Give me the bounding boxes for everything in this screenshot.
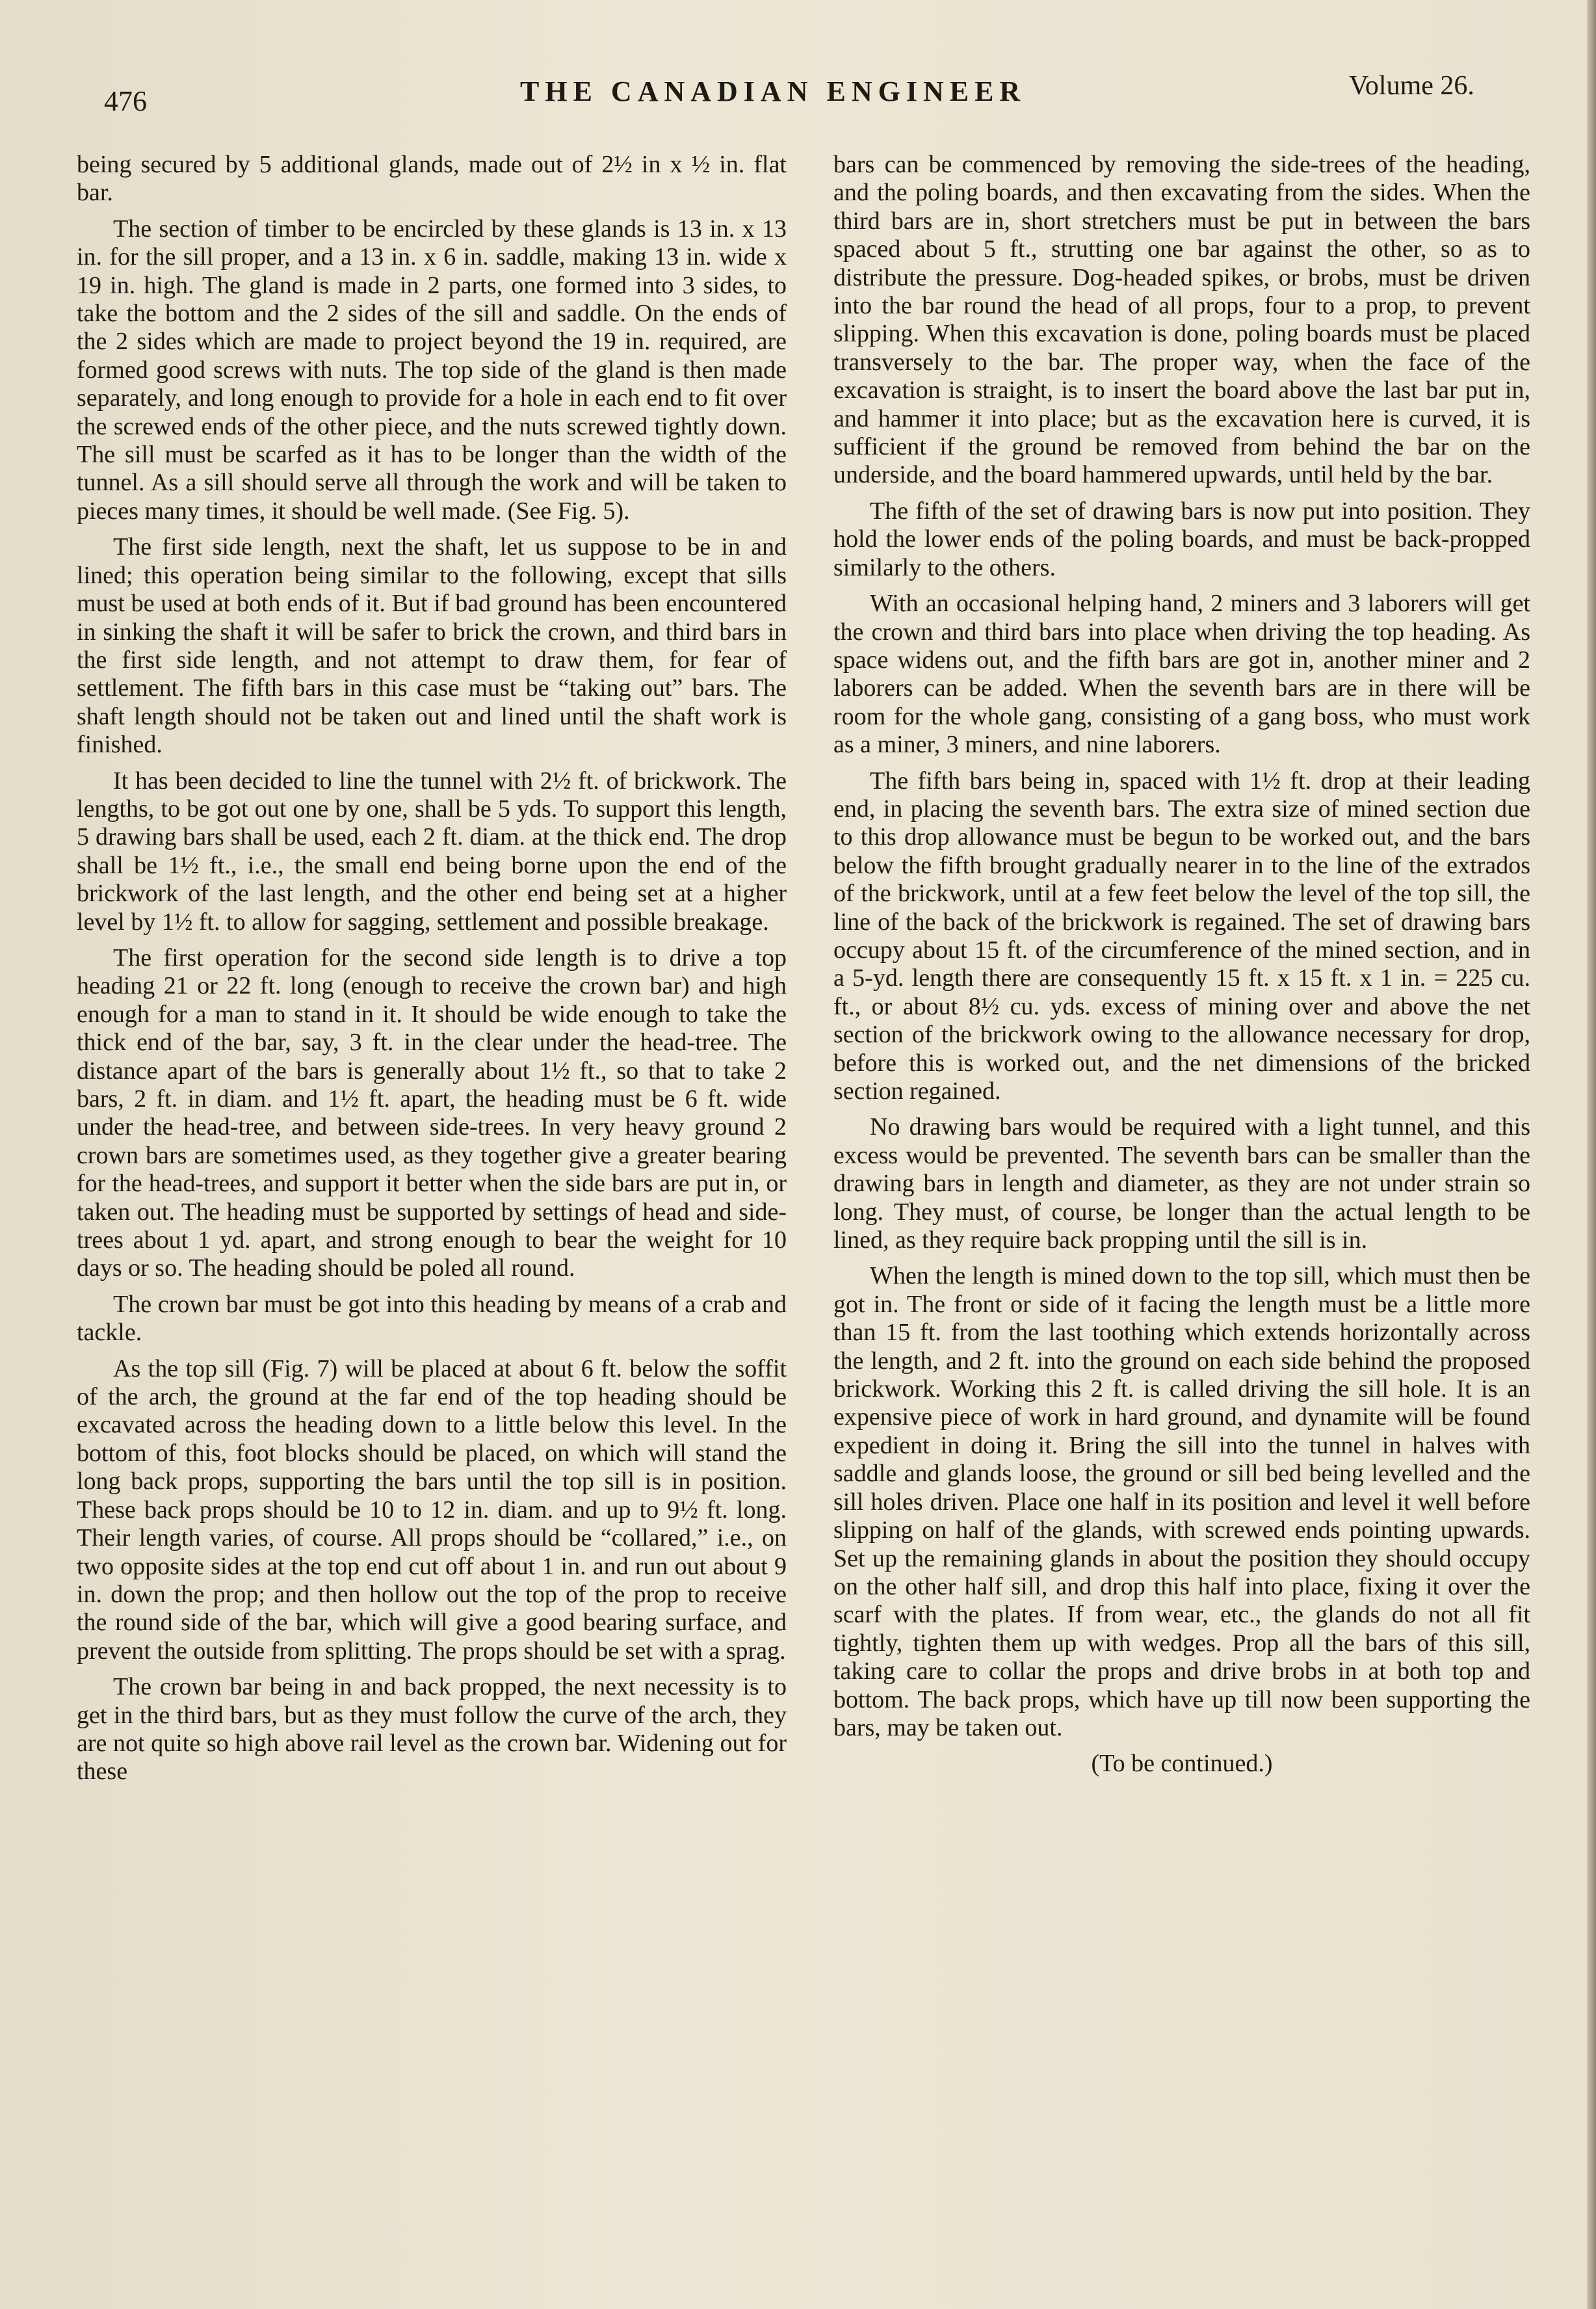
right-column: [833, 151, 1530, 1786]
page-edge-shadow: [1587, 0, 1596, 2309]
paragraph: The crown bar must be got into this heading by means of a crab and tackle.: [77, 1290, 787, 1347]
paragraph: With an occasional helping hand, 2 miners and 3 laborers will get the crown and third bars into place when driving the top heading. As space widens out, and the fifth bars are got in, another miner and 2 laborers can be added. When the seventh bars are in there will be room for the whole gang, consisting of a gang boss, who must work as a miner, 3 miners, and nine laborers.: [833, 590, 1530, 759]
paragraph: The first side length, next the shaft, let us suppose to be in and lined; this operation being similar to the following, except that sills must be used at both ends of it. But if bad ground has been encountered in sinking the shaft it will be safer to brick the crown, and third bars in the first side length, and not attempt to draw them, for fear of settlement. The fifth bars in this case must be “taking out” bars. The shaft length should not be taken out and lined until the shaft work is finished.: [77, 533, 787, 759]
continuation-note: (To be continued.): [1091, 1750, 1273, 1778]
paragraph: The fifth bars being in, spaced with 1½ ft. drop at their leading end, in placing the seventh bars. The extra size of mined section due to this drop allowance must be begun to be worked out, and the bars below the fifth brought gradually nearer in to the line of the extrados of the brickwork, until at a few feet below the level of the top sill, the line of the back of the brickwork is regained. The set of drawing bars occupy about 15 ft. of the circumference of the mined section, and in a 5-yd. length there are consequently 15 ft. x 15 ft. x 1 in. = 225 cu. ft., or about 8½ cu. yds. excess of mining over and above the net section of the brickwork owing to the allowance necessary for drop, before this is worked out, and the net dimensions of the bricked section regained.: [833, 767, 1530, 1105]
paragraph: No drawing bars would be required with a light tunnel, and this excess would be prevented. The seventh bars can be smaller than the drawing bars in length and diameter, as they are not under strain so long. They must, of course, be longer than the actual length to be lined, as they require back propping until the sill is in.: [833, 1113, 1530, 1254]
paragraph: It has been decided to line the tunnel with 2½ ft. of brickwork. The lengths, to be got out one by one, shall be 5 yds. To support this length, 5 drawing bars shall be used, each 2 ft. diam. at the thick end. The drop shall be 1½ ft., i.e., the small end being borne upon the end of the brickwork of the last length, and the other end being set at a higher level by 1½ ft. to allow for sagging, settlement and possible breakage.: [77, 767, 787, 936]
running-header: [0, 0, 1596, 130]
page-number: 476: [104, 85, 147, 117]
paragraph: As the top sill (Fig. 7) will be placed at about 6 ft. below the soffit of the arch, the ground at the far end of the top heading should be excavated across the heading down to a little below this level. In the bottom of this, foot blocks should be placed, on which will stand the long back props, supporting the bars until the top sill is in position. These back props should be 10 to 12 in. diam. and up to 9½ ft. long. Their length varies, of course. All props should be “collared,” i.e., on two opposite sides at the top end cut off about 1 in. and run out about 9 in. down the prop; and then hollow out the top of the prop to receive the round side of the bar, which will give a good bearing surface, and prevent the outside from splitting. The props should be set with a sprag.: [77, 1354, 787, 1665]
paragraph: being secured by 5 additional glands, made out of 2½ in x ½ in. flat bar.: [77, 151, 787, 207]
paragraph: bars can be commenced by removing the side-trees of the heading, and the poling boards, and then excavating from the sides. When the third bars are in, short stretchers must be put in between the bars spaced about 5 ft., strutting one bar against the other, so as to distribute the pressure. Dog-headed spikes, or brobs, must be driven into the bar round the head of all props, four to a prop, to prevent slipping. When this excavation is done, poling boards must be placed transversely to the bar. The proper way, when the face of the excavation is straight, is to insert the board above the last bar put in, and hammer it into place; but as the excavation here is curved, it is sufficient if the ground be removed from behind the bar on the underside, and the board hammered upwards, until held by the bar.: [833, 151, 1530, 489]
journal-title: THE CANADIAN ENGINEER: [520, 75, 1027, 107]
paragraph: The section of timber to be encircled by these glands is 13 in. x 13 in. for the sill proper, and a 13 in. x 6 in. saddle, making 13 in. wide x 19 in. high. The gland is made in 2 parts, one formed into 3 sides, to take the bottom and the 2 sides of the sill and saddle. On the ends of the 2 sides which are made to project beyond the 19 in. required, are formed good screws with nuts. The top side of the gland is then made separately, and long enough to provide for a hole in each end to fit over the screwed ends of the other piece, and the nuts screwed tightly down. The sill must be scarfed as it has to be longer than the width of the tunnel. As a sill should serve all through the work and will be taken to pieces many times, it should be well made. (See Fig. 5).: [77, 215, 787, 525]
paragraph: The fifth of the set of drawing bars is now put into position. They hold the lower ends of the poling boards, and must be back-propped similarly to the others.: [833, 497, 1530, 581]
paragraph: The crown bar being in and back propped, the next necessity is to get in the third bars, but as they must follow the curve of the arch, they are not quite so high above rail level as the crown bar. Widening out for these: [77, 1673, 787, 1786]
left-column: [77, 151, 787, 1794]
paragraph: When the length is mined down to the top sill, which must then be got in. The front or side of it facing the length must be a little more than 15 ft. from the last toothing which extends horizontally across the length, and 2 ft. into the ground on each side behind the proposed brickwork. Working this 2 ft. is called driving the sill hole. It is an expensive piece of work in hard ground, and dynamite will be found expedient in doing it. Bring the sill into the tunnel in halves with saddle and glands loose, the ground or sill bed being levelled and the sill holes driven. Place one half in its position and level it well before slipping on half of the glands, with screwed ends pointing upwards. Set up the remaining glands in about the position they should occupy on the other half sill, and drop this half into place, fixing it over the scarf with the plates. If from wear, etc., the glands do not all fit tightly, tighten them up with wedges. Prop all the bars of this sill, taking care to collar the props and drive brobs in at both top and bottom. The back props, which have up till now been supporting the bars, may be taken out.: [833, 1262, 1530, 1741]
volume-label: Volume 26.: [1349, 71, 1474, 101]
paragraph: The first operation for the second side length is to drive a top heading 21 or 22 ft. long (enough to receive the crown bar) and high enough for a man to stand in it. It should be wide enough to take the thick end of the bar, say, 3 ft. in the clear under the head-tree. The distance apart of the bars is generally about 1½ ft., so that to take 2 bars, 2 ft. in diam. and 1½ ft. apart, the heading must be 6 ft. wide under the head-tree, and between side-trees. In very heavy ground 2 crown bars are sometimes used, as they together give a greater bearing for the head-trees, and support it better when the side bars are put in, or taken out. The heading must be supported by settings of head and side-trees about 1 yd. apart, and strong enough to bear the weight for 10 days or so. The heading should be poled all round.: [77, 943, 787, 1282]
